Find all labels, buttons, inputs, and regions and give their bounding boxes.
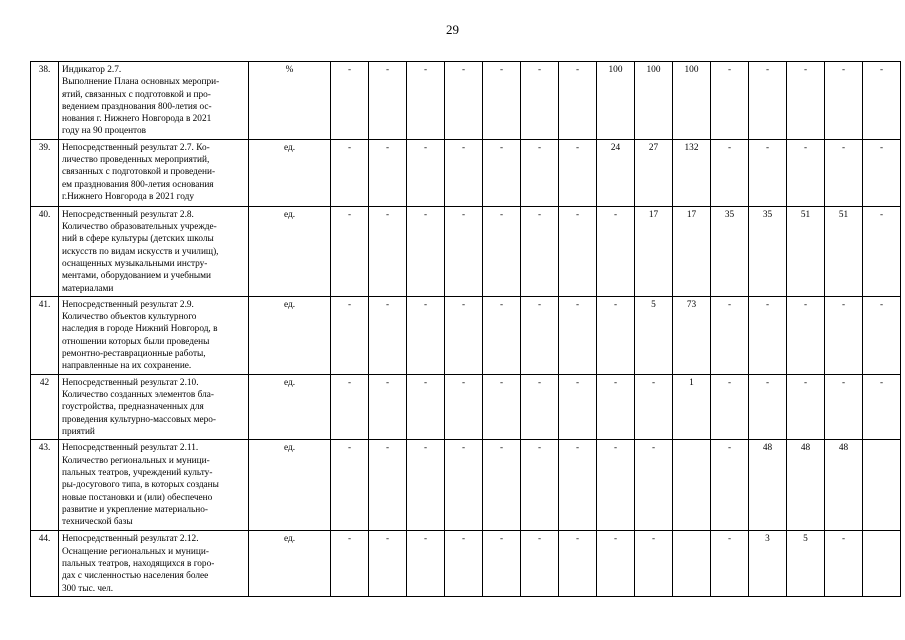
value-cell: - — [445, 374, 483, 439]
value-cell: - — [483, 440, 521, 531]
indicator-name: Непосредственный результат 2.10. Количество созданных элементов бла- гоустройства, предназначенных для проведения культурно-массовых меро- приятий — [59, 374, 249, 439]
value-cell: - — [483, 62, 521, 140]
unit-cell: ед. — [249, 296, 331, 374]
value-cell: - — [369, 440, 407, 531]
indicator-name: Непосредственный результат 2.11. Количество региональных и муници- пальных театров, учреждений культу- ры-досугового типа, в которых созданы новые постановки и (или) обеспечено развитие и укрепление материально- технической базы — [59, 440, 249, 531]
value-cell: - — [597, 296, 635, 374]
value-cell: - — [369, 139, 407, 206]
indicators-table — [30, 61, 901, 597]
value-cell: - — [331, 206, 369, 296]
value-cell: - — [825, 296, 863, 374]
value-cell: - — [559, 440, 597, 531]
indicator-name: Непосредственный результат 2.7. Ко- личество проведенных мероприятий, связанных с подготовкой и проведени- ем празднования 800-летия основания г.Нижнего Новгорода в 2021 году — [59, 139, 249, 206]
value-cell: - — [445, 139, 483, 206]
value-cell: - — [597, 531, 635, 596]
value-cell: 73 — [673, 296, 711, 374]
page-number: 29 — [446, 22, 459, 37]
value-cell: - — [711, 296, 749, 374]
value-cell: 24 — [597, 139, 635, 206]
row-number: 44. — [31, 531, 59, 596]
value-cell: - — [711, 531, 749, 596]
value-cell: - — [521, 531, 559, 596]
unit-cell: ед. — [249, 440, 331, 531]
value-cell: - — [559, 62, 597, 140]
value-cell: - — [331, 531, 369, 596]
value-cell: - — [825, 531, 863, 596]
value-cell: - — [331, 296, 369, 374]
value-cell — [863, 440, 901, 531]
value-cell: - — [863, 62, 901, 140]
value-cell: - — [863, 206, 901, 296]
value-cell: - — [787, 296, 825, 374]
value-cell: - — [711, 440, 749, 531]
unit-cell: ед. — [249, 374, 331, 439]
value-cell: - — [521, 62, 559, 140]
value-cell: - — [521, 206, 559, 296]
value-cell: - — [597, 374, 635, 439]
table-row — [31, 139, 901, 206]
value-cell: - — [369, 62, 407, 140]
value-cell: - — [521, 139, 559, 206]
value-cell: - — [483, 374, 521, 439]
value-cell: - — [635, 531, 673, 596]
row-number: 42 — [31, 374, 59, 439]
value-cell: - — [445, 440, 483, 531]
row-number: 43. — [31, 440, 59, 531]
value-cell: 5 — [635, 296, 673, 374]
value-cell: - — [407, 62, 445, 140]
value-cell: - — [559, 531, 597, 596]
indicator-name: Непосредственный результат 2.12. Оснащение региональных и муници- пальных театров, находящихся в горо- дах с численностью населения более 300 тыс. чел. — [59, 531, 249, 596]
value-cell: 51 — [787, 206, 825, 296]
value-cell: - — [331, 374, 369, 439]
value-cell: 51 — [825, 206, 863, 296]
value-cell: - — [787, 139, 825, 206]
value-cell: - — [445, 296, 483, 374]
value-cell: - — [825, 62, 863, 140]
value-cell: - — [749, 374, 787, 439]
indicator-name: Индикатор 2.7. Выполнение Плана основных меропри- ятий, связанных с подготовкой и про- ведением празднования 800-летия ос- нования г. Нижнего Новгорода в 2021 году на 90 процентов — [59, 62, 249, 140]
value-cell: - — [521, 374, 559, 439]
value-cell: - — [445, 62, 483, 140]
value-cell: - — [407, 440, 445, 531]
value-cell: - — [825, 374, 863, 439]
value-cell: - — [863, 374, 901, 439]
row-number: 40. — [31, 206, 59, 296]
unit-cell: ед. — [249, 206, 331, 296]
value-cell: - — [749, 62, 787, 140]
value-cell: - — [559, 374, 597, 439]
value-cell: - — [863, 139, 901, 206]
value-cell: - — [825, 139, 863, 206]
value-cell: - — [369, 531, 407, 596]
value-cell: - — [787, 374, 825, 439]
table-row — [31, 531, 901, 596]
value-cell: - — [597, 206, 635, 296]
value-cell: 1 — [673, 374, 711, 439]
unit-cell: ед. — [249, 531, 331, 596]
value-cell: - — [559, 206, 597, 296]
value-cell: - — [521, 296, 559, 374]
table-row — [31, 374, 901, 439]
value-cell: - — [787, 62, 825, 140]
value-cell: - — [711, 139, 749, 206]
value-cell: - — [749, 296, 787, 374]
value-cell: - — [407, 296, 445, 374]
value-cell: - — [331, 139, 369, 206]
value-cell: - — [445, 531, 483, 596]
table-body — [31, 62, 901, 597]
row-number: 39. — [31, 139, 59, 206]
value-cell — [673, 531, 711, 596]
value-cell: - — [407, 206, 445, 296]
value-cell: - — [863, 296, 901, 374]
value-cell: - — [407, 139, 445, 206]
value-cell: - — [483, 531, 521, 596]
unit-cell: % — [249, 62, 331, 140]
value-cell: - — [559, 296, 597, 374]
value-cell — [863, 531, 901, 596]
value-cell: 48 — [749, 440, 787, 531]
unit-cell: ед. — [249, 139, 331, 206]
value-cell: 100 — [673, 62, 711, 140]
value-cell: - — [483, 206, 521, 296]
value-cell: - — [369, 296, 407, 374]
value-cell — [673, 440, 711, 531]
value-cell: 48 — [825, 440, 863, 531]
value-cell: - — [635, 440, 673, 531]
value-cell: 48 — [787, 440, 825, 531]
value-cell: 17 — [673, 206, 711, 296]
value-cell: - — [711, 374, 749, 439]
value-cell: - — [445, 206, 483, 296]
table-row — [31, 206, 901, 296]
table-row — [31, 62, 901, 140]
value-cell: - — [369, 374, 407, 439]
value-cell: 132 — [673, 139, 711, 206]
table-row — [31, 296, 901, 374]
value-cell: 27 — [635, 139, 673, 206]
value-cell: 3 — [749, 531, 787, 596]
value-cell: - — [635, 374, 673, 439]
value-cell: - — [483, 139, 521, 206]
table-row — [31, 440, 901, 531]
value-cell: - — [369, 206, 407, 296]
value-cell: - — [407, 374, 445, 439]
value-cell: - — [521, 440, 559, 531]
value-cell: 35 — [711, 206, 749, 296]
value-cell: - — [407, 531, 445, 596]
value-cell: - — [749, 139, 787, 206]
row-number: 41. — [31, 296, 59, 374]
value-cell: 35 — [749, 206, 787, 296]
indicator-name: Непосредственный результат 2.8. Количество образовательных учрежде- ний в сфере культуры (детских школы искусств по видам искусств и училищ), оснащенных музыкальными инстру- ментами, оборудованием и учебными материалами — [59, 206, 249, 296]
value-cell: - — [597, 440, 635, 531]
value-cell: - — [483, 296, 521, 374]
value-cell: 100 — [635, 62, 673, 140]
value-cell: - — [331, 62, 369, 140]
indicator-name: Непосредственный результат 2.9. Количество объектов культурного наследия в городе Нижний Новгород, в отношении которых были проведены ремонтно-реставрационные работы, направленные на их сохранение. — [59, 296, 249, 374]
value-cell: - — [331, 440, 369, 531]
value-cell: 17 — [635, 206, 673, 296]
value-cell: - — [559, 139, 597, 206]
row-number: 38. — [31, 62, 59, 140]
value-cell: 100 — [597, 62, 635, 140]
value-cell: 5 — [787, 531, 825, 596]
value-cell: - — [711, 62, 749, 140]
